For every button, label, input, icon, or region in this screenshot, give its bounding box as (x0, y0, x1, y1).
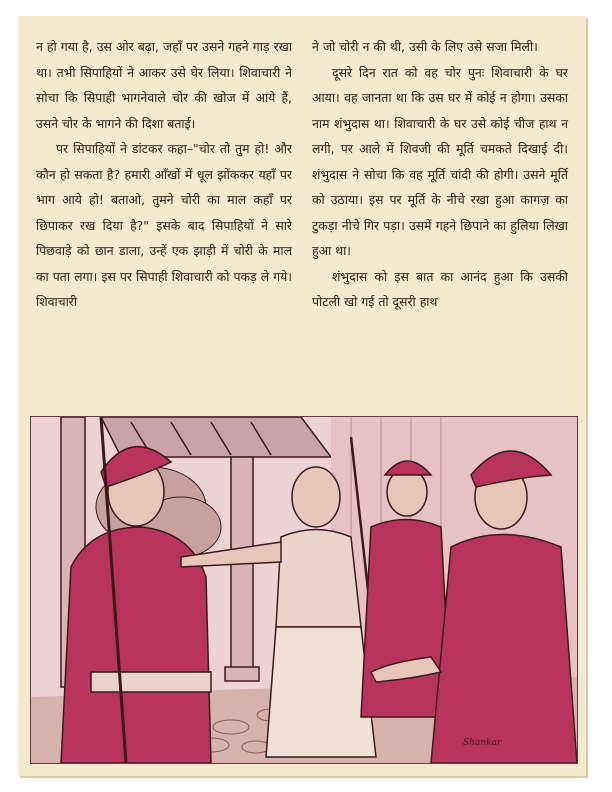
right-column (312, 34, 568, 404)
story-illustration (30, 416, 578, 764)
magazine-page (18, 16, 586, 776)
text-columns (36, 34, 568, 404)
paragraph: न हो गया है, उस ओर बढ़ा, जहाँ पर उसने गहने गाड़ रखा था। तभी सिपाहियों ने आकर उसे घेर लिया। शिवाचारी ने सोचा कि सिपाही भागनेवाले चोर की खोज में आये हैं, उसने चोर के भागने की दिशा बताई। (36, 39, 292, 131)
artist-signature: Shankar (463, 738, 502, 748)
paragraph: ने जो चोरी न की थी, उसी के लिए उसे सजा मिली। (312, 39, 538, 54)
left-column (36, 34, 292, 404)
illustration-scene (31, 417, 577, 763)
paragraph: दूसरे दिन रात को वह चोर पुनः शिवाचारी के घर आया। वह जानता था कि उस घर में कोई न होगा। उसका नाम शंभुदास था। शिवाचारी के घर उसे कोई चीज हाथ न लगी, पर आले में शिवजी की मूर्ति चमकते दिखाई दी। शंभुदास ने सोचा कि वह मूर्ति चांदी की होगी। उसने मूर्ति को उठाया। इस पर मूर्ति के नीचे रखा हुआ कागज़ का टुकड़ा नीचे गिर पड़ा। उसमें गहने छिपाने का हुलिया लिखा हुआ था। (312, 64, 568, 258)
paragraph: शंभुदास को इस बात का आनंद हुआ कि उसकी पोटली खो गई तो दूसरी हाथ (312, 268, 568, 309)
paragraph: पर सिपाहियों ने डांटकर कहा–"चोर तो तुम हो! और कौन हो सकता है? हमारी आँखों में धूल झोंककर यहाँ पर भाग आये हो! बताओ, तुमने चोरी का माल कहाँ पर छिपाकर रख दिया है?" इसके बाद सिपाहियों ने सारे पिछवाड़े को छान डाला, उन्हें एक झाड़ी में चोरी के माल का पता लगा। इस पर सिपाही शिवाचारी को पकड़ ले गये। शिवाचारी (36, 141, 292, 309)
